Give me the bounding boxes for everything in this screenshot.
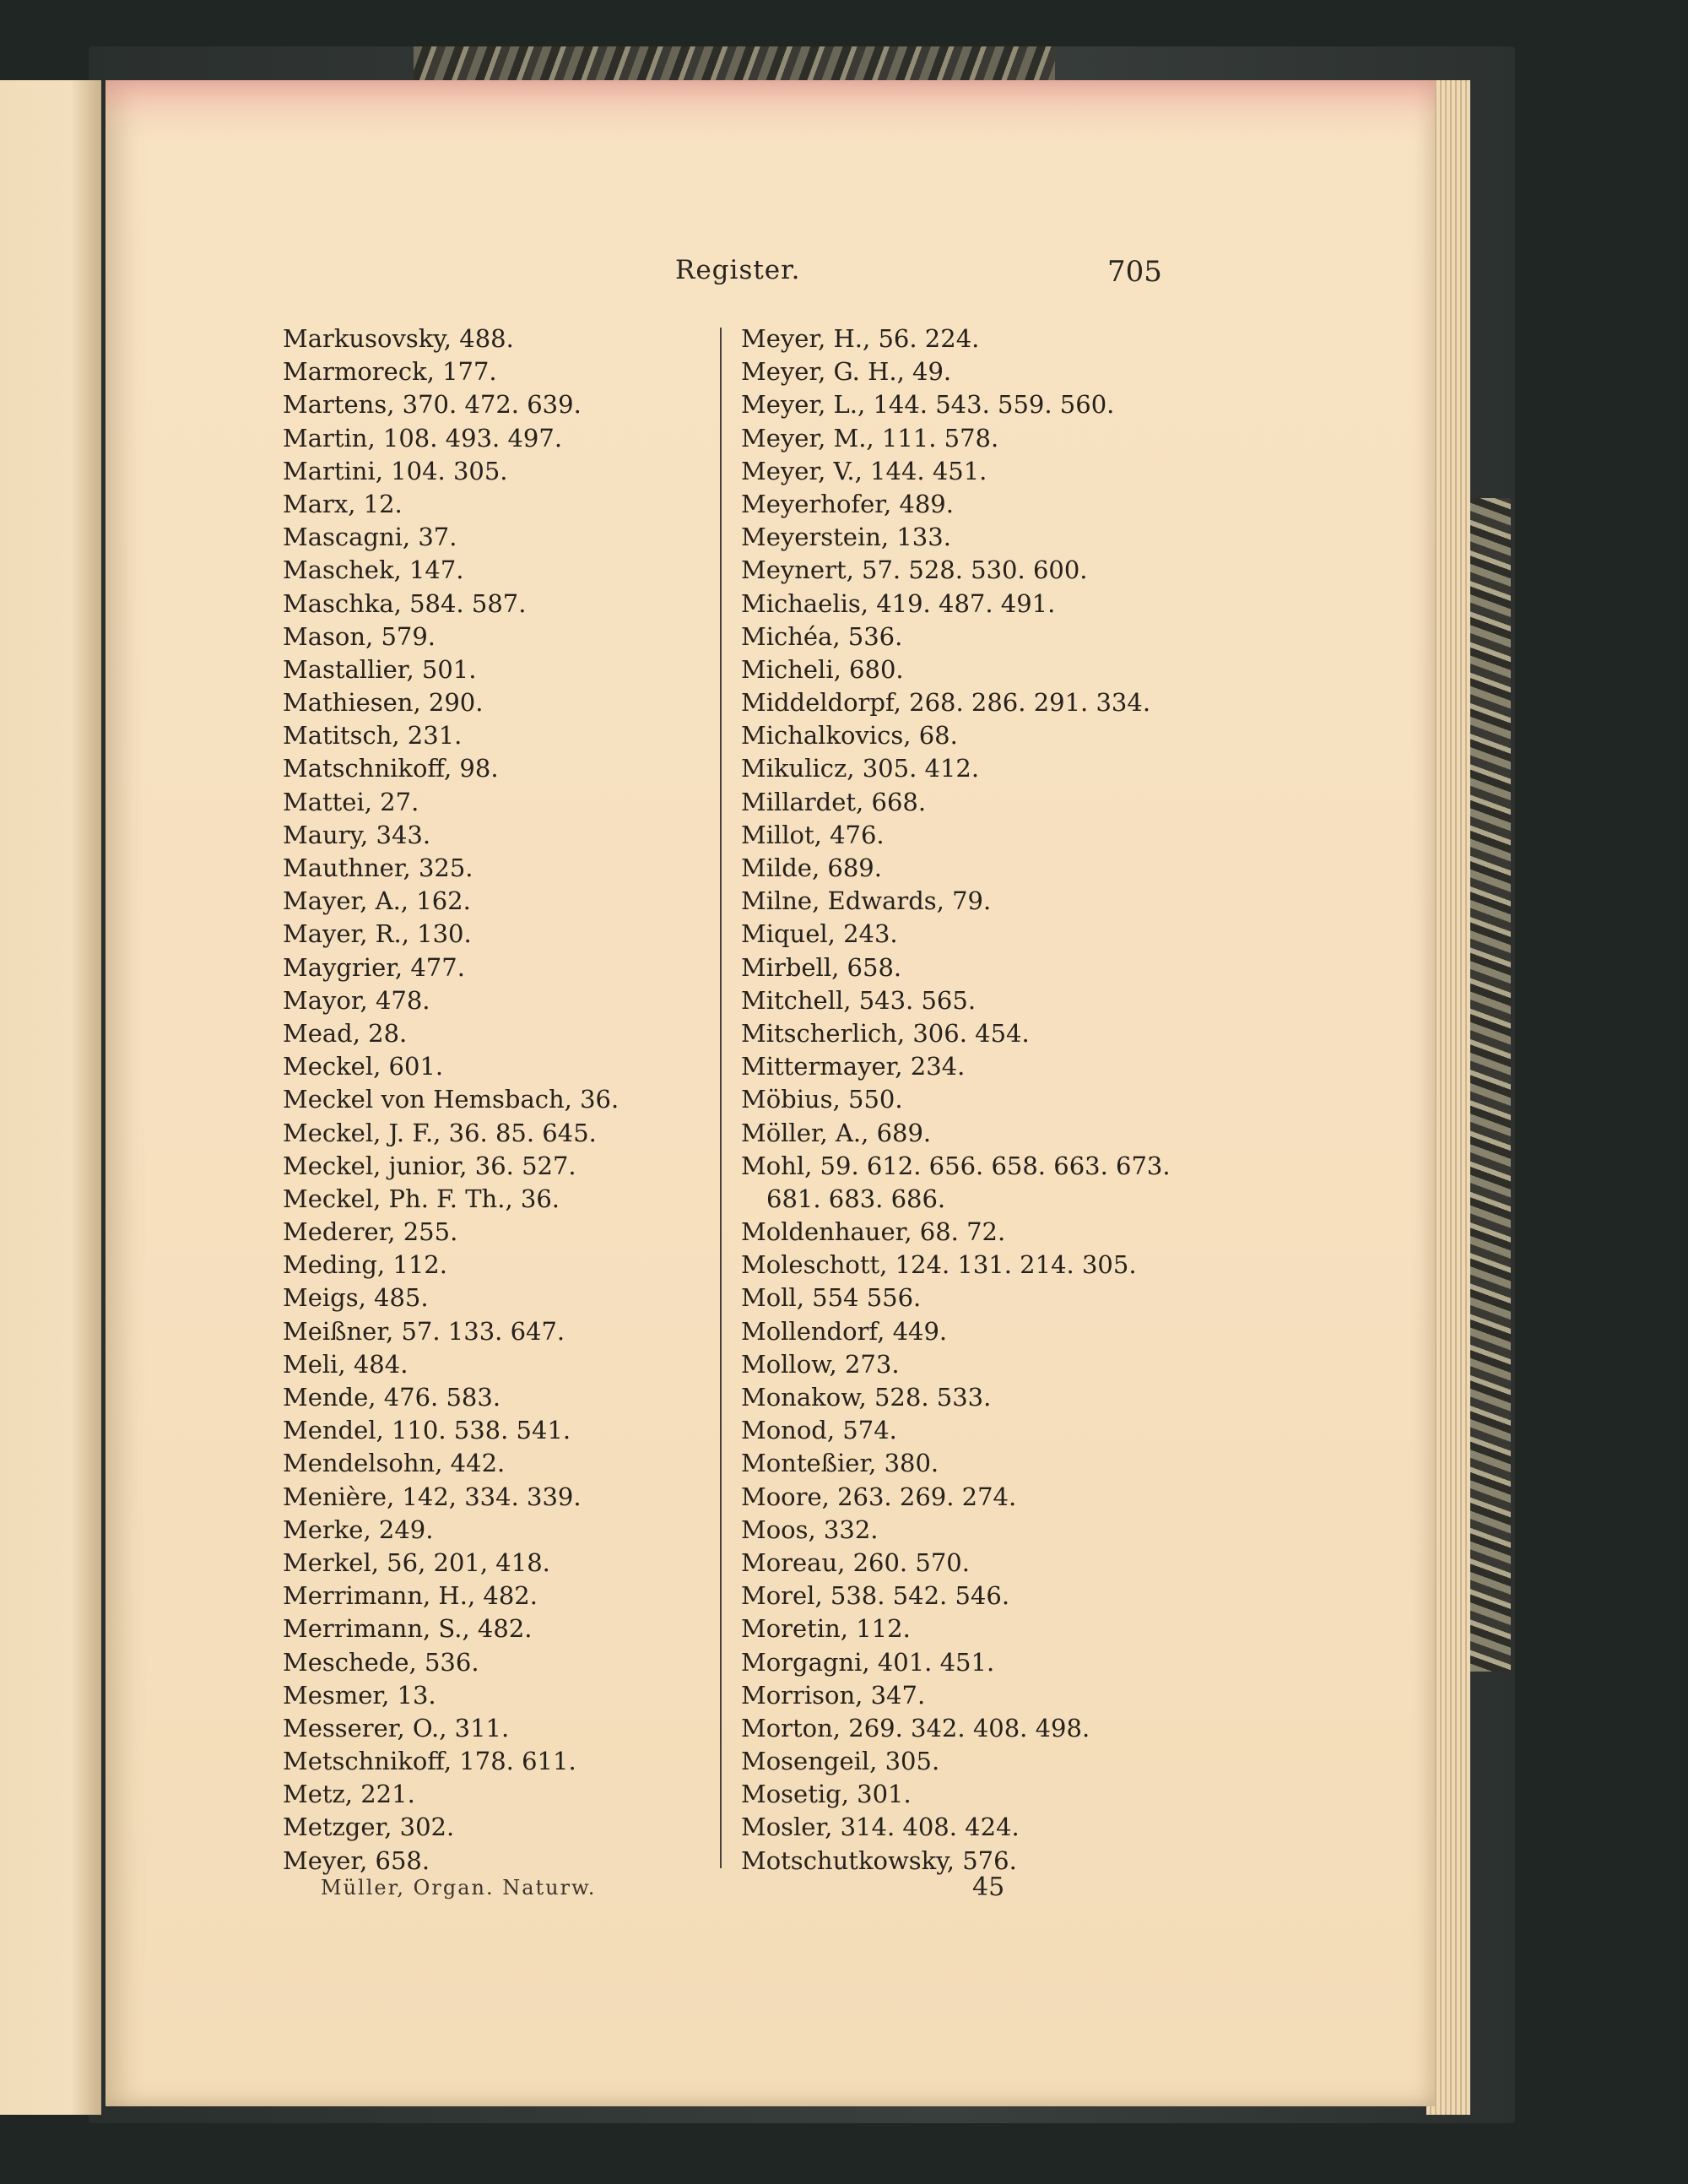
index-entry: Meyer, 658.: [283, 1845, 430, 1875]
index-entry: Meyer, V., 144. 451.: [741, 456, 987, 485]
index-entry: Mauthner, 325.: [283, 854, 473, 882]
index-entry: Moleschott, 124. 131. 214. 305.: [741, 1250, 1137, 1280]
index-entry: Mason, 579.: [283, 621, 436, 651]
index-entry: Meyer, M., 111. 578.: [741, 423, 999, 453]
index-entry: Moos, 332.: [741, 1515, 879, 1544]
index-entry: Matitsch, 231.: [283, 721, 463, 751]
index-entry: Mirbell, 658.: [741, 952, 902, 982]
index-entry: Martens, 370. 472. 639.: [283, 390, 582, 420]
index-entry: Micheli, 680.: [741, 654, 904, 684]
index-entry: Milde, 689.: [741, 854, 882, 882]
index-entry: Mitscherlich, 306. 454.: [741, 1018, 1030, 1048]
index-entry: Mende, 476. 583.: [283, 1383, 501, 1412]
index-column-left: [283, 322, 619, 1878]
running-head: Register.: [675, 255, 801, 285]
index-entry: Mendel, 110. 538. 541.: [283, 1416, 571, 1445]
page-number: 705: [1107, 255, 1162, 289]
index-entry: Möller, A., 689.: [741, 1118, 932, 1147]
index-entry: Mead, 28.: [283, 1018, 408, 1048]
index-entry: Mitchell, 543. 565.: [741, 985, 977, 1015]
index-entry: Maygrier, 477.: [283, 952, 465, 982]
index-entry: Meynert, 57. 528. 530. 600.: [741, 555, 1088, 585]
column-divider: [720, 328, 722, 1868]
index-entry: Mayer, A., 162.: [283, 886, 471, 916]
index-entry: Meyer, L., 144. 543. 559. 560.: [741, 390, 1115, 420]
index-entry: Michalkovics, 68.: [741, 721, 958, 751]
index-entry: Maury, 343.: [283, 820, 431, 849]
index-entry: Merkel, 56, 201, 418.: [283, 1547, 550, 1577]
index-entry: Mayor, 478.: [283, 985, 430, 1015]
index-entry: Mikulicz, 305. 412.: [741, 754, 980, 783]
index-entry: Mayer, R., 130.: [283, 919, 472, 949]
index-entry: Mosengeil, 305.: [741, 1747, 940, 1776]
index-entry: Morel, 538. 542. 546.: [741, 1581, 1010, 1611]
index-entry: Meyerhofer, 489.: [741, 489, 954, 518]
left-page-edge: [0, 80, 101, 2115]
index-entry: Martin, 108. 493. 497.: [283, 423, 563, 453]
footer-signature: Müller, Organ. Naturw.: [321, 1876, 597, 1899]
index-entry: Mollow, 273.: [741, 1349, 900, 1379]
page-top-stain: [106, 80, 1435, 139]
index-entry: Meyer, H., 56. 224.: [741, 324, 980, 353]
index-entry: Mosetig, 301.: [741, 1780, 912, 1809]
index-entry: Merrimann, H., 482.: [283, 1581, 538, 1611]
index-entry: Monakow, 528. 533.: [741, 1383, 992, 1412]
index-entry: Motschutkowsky, 576.: [741, 1845, 1017, 1875]
index-entry: Mastallier, 501.: [283, 654, 477, 684]
index-entry: Metz, 221.: [283, 1780, 415, 1809]
index-entry: Meschede, 536.: [283, 1647, 479, 1677]
index-entry: Millardet, 668.: [741, 787, 927, 816]
index-entry: Mathiesen, 290.: [283, 688, 484, 718]
footer-signature-number: 45: [972, 1872, 1005, 1902]
index-entry: Maschek, 147.: [283, 555, 464, 585]
index-column-right: [741, 322, 1171, 1878]
index-entry: Messerer, O., 311.: [283, 1713, 510, 1742]
index-entry: Merrimann, S., 482.: [283, 1614, 533, 1644]
index-entry: Morgagni, 401. 451.: [741, 1647, 995, 1677]
index-entry: Mendelsohn, 442.: [283, 1449, 506, 1478]
index-entry: Meyer, G. H., 49.: [741, 357, 952, 387]
index-entry: Marx, 12.: [283, 489, 403, 518]
index-entry: Mesmer, 13.: [283, 1680, 436, 1710]
index-entry: Morrison, 347.: [741, 1680, 926, 1710]
index-entry: Michaelis, 419. 487. 491.: [741, 588, 1056, 618]
index-entry: Merke, 249.: [283, 1515, 434, 1544]
index-entry: Martini, 104. 305.: [283, 456, 508, 485]
index-entry: Moreau, 260. 570.: [741, 1547, 970, 1577]
index-entry: Meißner, 57. 133. 647.: [283, 1316, 565, 1346]
index-entry: Moll, 554 556.: [741, 1283, 922, 1313]
index-entry: Möbius, 550.: [741, 1085, 903, 1114]
index-entry: Mollendorf, 449.: [741, 1316, 948, 1346]
index-entry: Meigs, 485.: [283, 1283, 429, 1313]
index-entry: Meli, 484.: [283, 1349, 408, 1379]
index-entry: Markusovsky, 488.: [283, 324, 514, 353]
index-entry: Moore, 263. 269. 274.: [741, 1482, 1017, 1511]
index-entry: Meyerstein, 133.: [741, 523, 951, 552]
index-entry: Michéa, 536.: [741, 621, 903, 651]
index-entry: Menière, 142, 334. 339.: [283, 1482, 582, 1511]
index-entry: Mohl, 59. 612. 656. 658. 663. 673.: [741, 1151, 1171, 1180]
index-entry: Meckel von Hemsbach, 36.: [283, 1085, 619, 1114]
index-entry: Meckel, Ph. F. Th., 36.: [283, 1184, 560, 1213]
index-entry: Morton, 269. 342. 408. 498.: [741, 1713, 1090, 1742]
index-entry: Maschka, 584. 587.: [283, 588, 527, 618]
index-entry: Mederer, 255.: [283, 1217, 458, 1247]
index-entry: Mattei, 27.: [283, 787, 419, 816]
index-entry: Millot, 476.: [741, 820, 885, 849]
index-entry: Moldenhauer, 68. 72.: [741, 1217, 1006, 1247]
index-entry: Meding, 112.: [283, 1250, 447, 1280]
index-entry: Matschnikoff, 98.: [283, 754, 499, 783]
index-entry: Mittermayer, 234.: [741, 1052, 966, 1081]
index-entry: Miquel, 243.: [741, 919, 898, 949]
index-entry: Mascagni, 37.: [283, 523, 457, 552]
index-entry: Metschnikoff, 178. 611.: [283, 1747, 576, 1776]
index-entry: Metzger, 302.: [283, 1813, 455, 1842]
index-entry: Middeldorpf, 268. 286. 291. 334.: [741, 688, 1151, 718]
index-entry: Meckel, 601.: [283, 1052, 444, 1081]
index-entry: Meckel, junior, 36. 527.: [283, 1151, 576, 1180]
index-entry: Marmoreck, 177.: [283, 357, 497, 387]
index-entry: Moretin, 112.: [741, 1614, 911, 1644]
index-entry: Monod, 574.: [741, 1416, 897, 1445]
index-entry: 681. 683. 686.: [766, 1184, 946, 1213]
marbled-edge-right: [1470, 498, 1511, 1672]
index-entry: Meckel, J. F., 36. 85. 645.: [283, 1118, 597, 1147]
index-entry: Mosler, 314. 408. 424.: [741, 1813, 1020, 1842]
index-entry: Monteßier, 380.: [741, 1449, 939, 1478]
index-entry: Milne, Edwards, 79.: [741, 886, 992, 916]
